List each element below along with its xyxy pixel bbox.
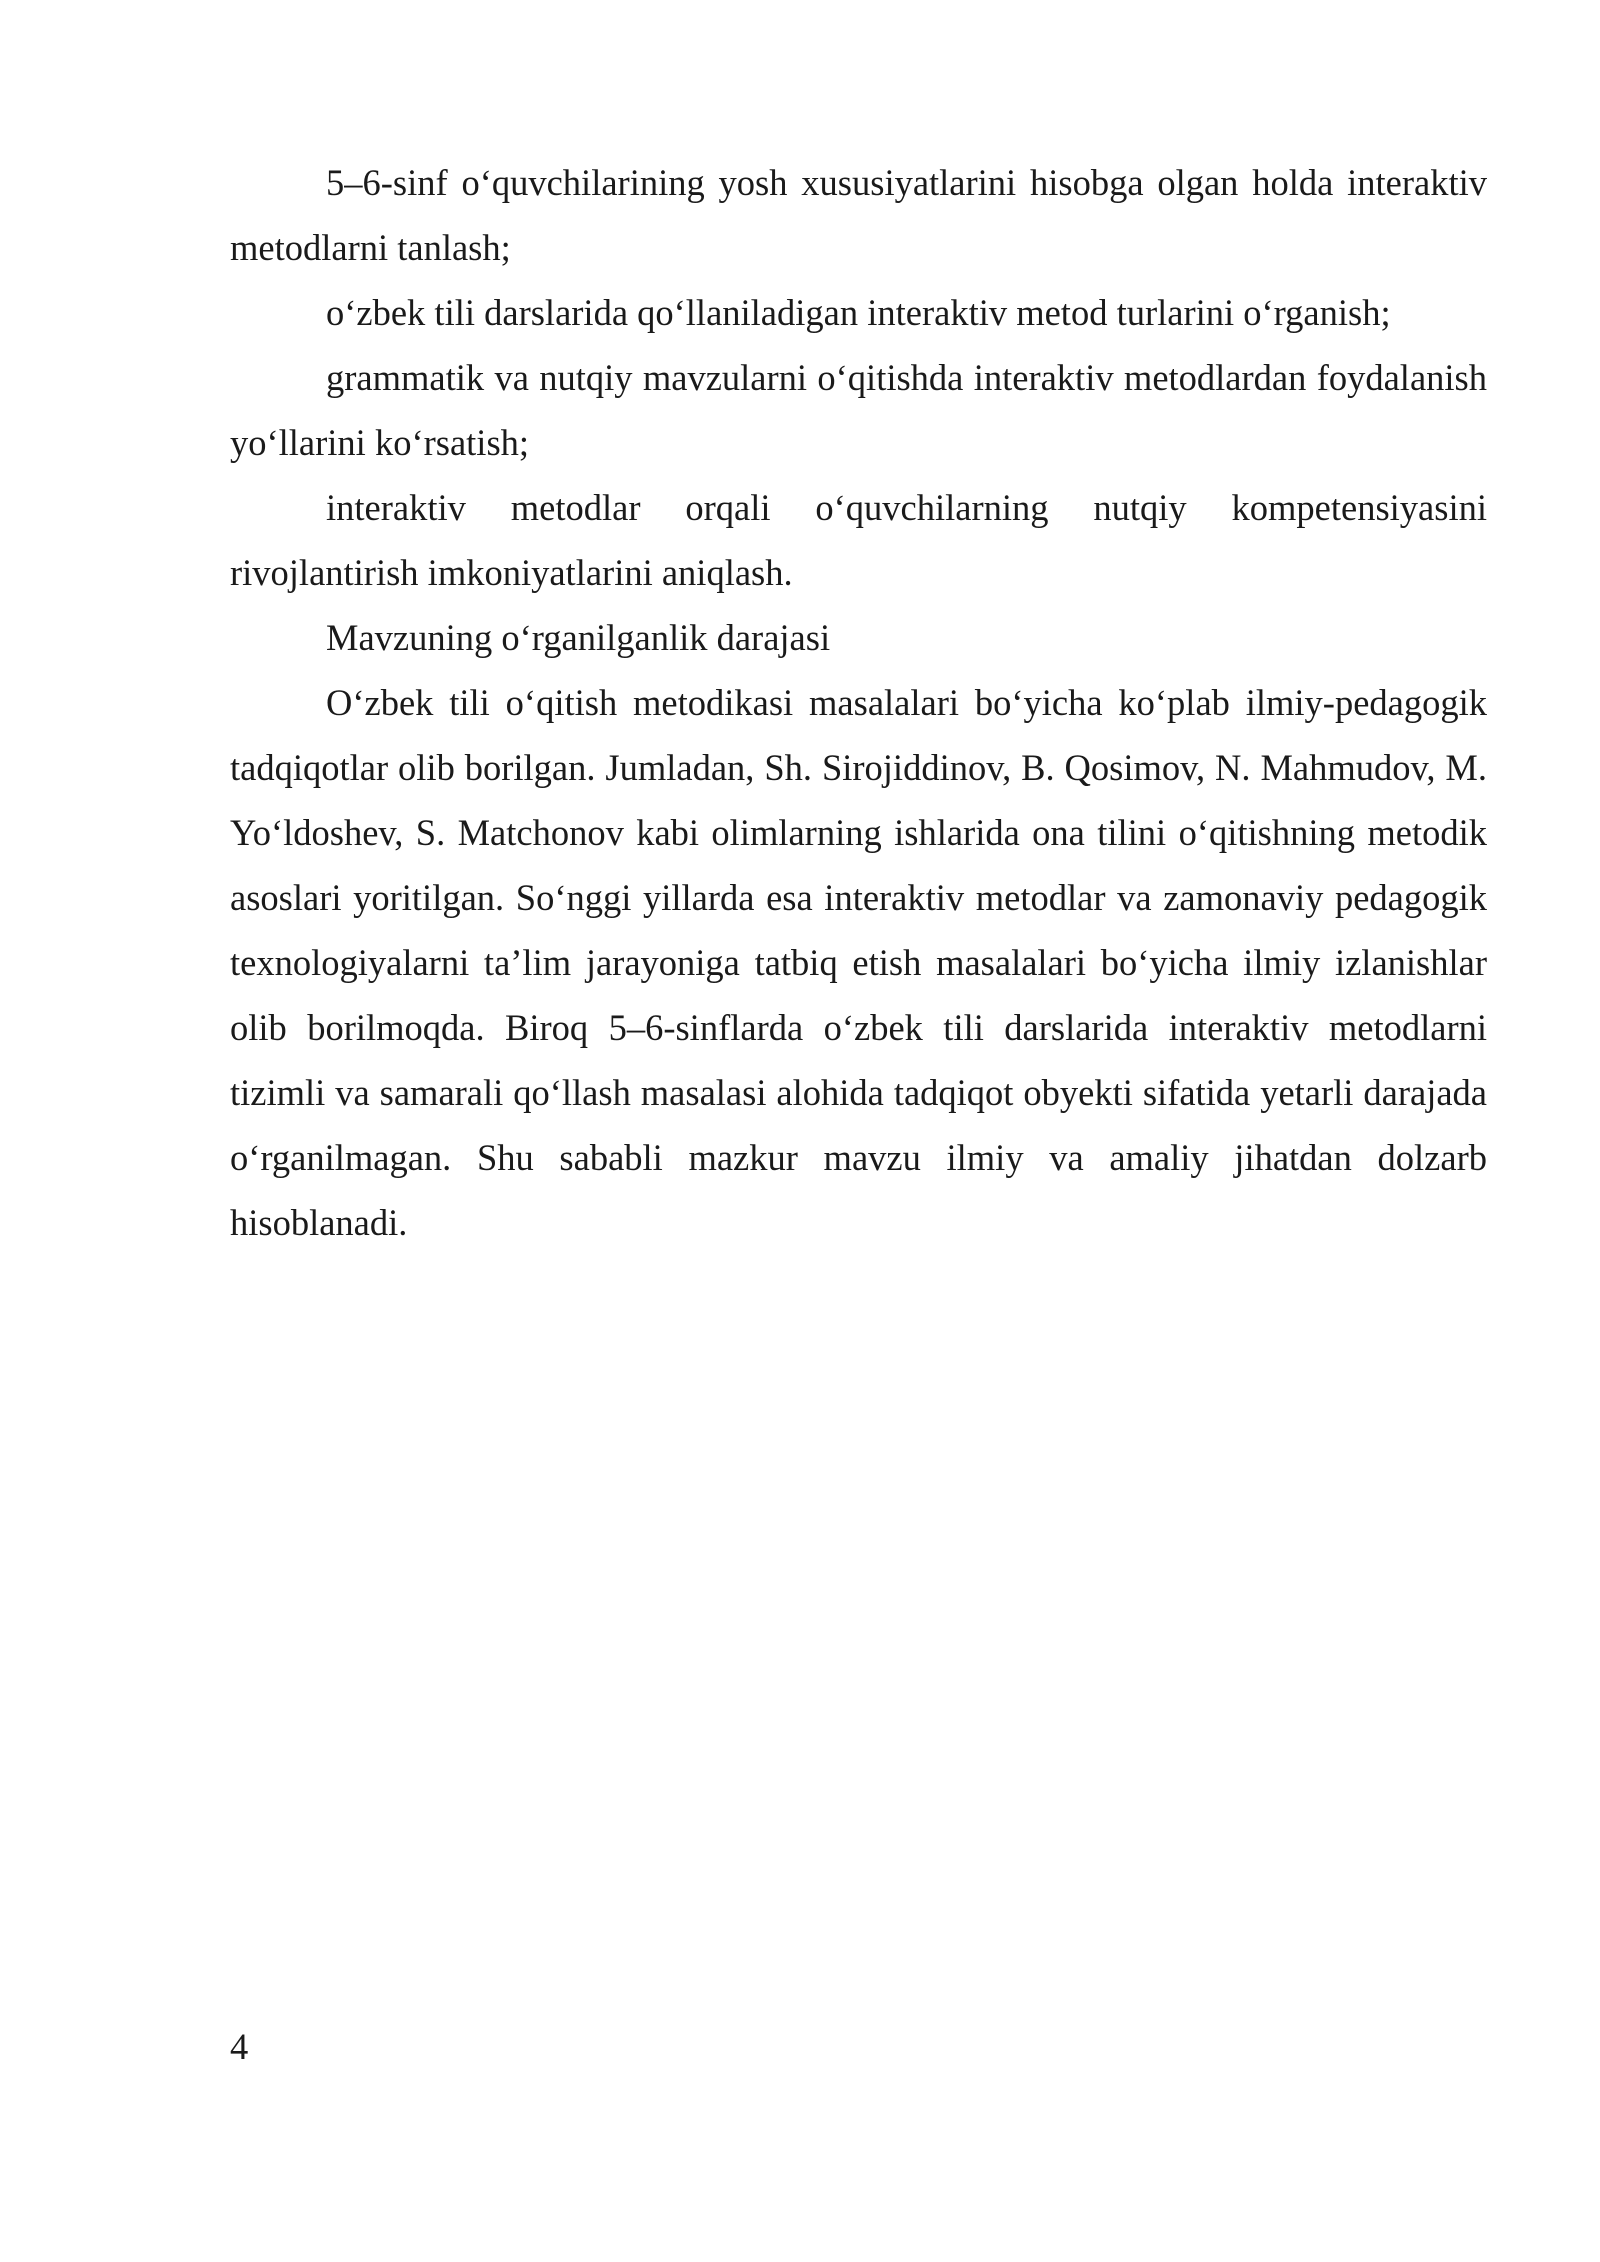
- task-item-show-usage-ways: grammatik va nutqiy mavzularni o‘qitishda interaktiv metodlardan foydalanish yo‘llarini ko‘rsatish;: [230, 357, 1487, 463]
- section-heading: Mavzuning o‘rganilganlik darajasi: [326, 617, 831, 658]
- task-item-select-methods: 5–6-sinf o‘quvchilarining yosh xususiyatlarini hisobga olgan holda interaktiv metodlarni tanlash;: [230, 162, 1487, 268]
- task-item-study-method-types: o‘zbek tili darslarida qo‘llaniladigan interaktiv metod turlarini o‘rganish;: [326, 292, 1391, 333]
- document-page: [230, 150, 1487, 1255]
- body-paragraph: O‘zbek tili o‘qitish metodikasi masalalari bo‘yicha ko‘plab ilmiy-pedagogik tadqiqotlar olib borilgan. Jumladan, Sh. Sirojiddinov, B. Qosimov, N. Mahmudov, M. Yo‘ldoshev, S. Matchonov kabi olimlarning ishlarida ona tilini o‘qitishning metodik asoslari yoritilgan. So‘nggi yillarda esa interaktiv metodlar va zamonaviy pedagogik texnologiyalarni ta’lim jarayoniga tatbiq etish masalalari bo‘yicha ilmiy izlanishlar olib borilmoqda. Biroq 5–6-sinflarda o‘zbek tili darslarida interaktiv metodlarni tizimli va samarali qo‘llash masalasi alohida tadqiqot obyekti sifatida yetarli darajada o‘rganilmagan. Shu sababli mazkur mavzu ilmiy va amaliy jihatdan dolzarb hisoblanadi.: [230, 682, 1487, 1243]
- page-number: 4: [230, 2026, 249, 2067]
- task-item-identify-opportunities: interaktiv metodlar orqali o‘quvchilarning nutqiy kompetensiyasini rivojlantirish imkoniyatlarini aniqlash.: [230, 487, 1487, 593]
